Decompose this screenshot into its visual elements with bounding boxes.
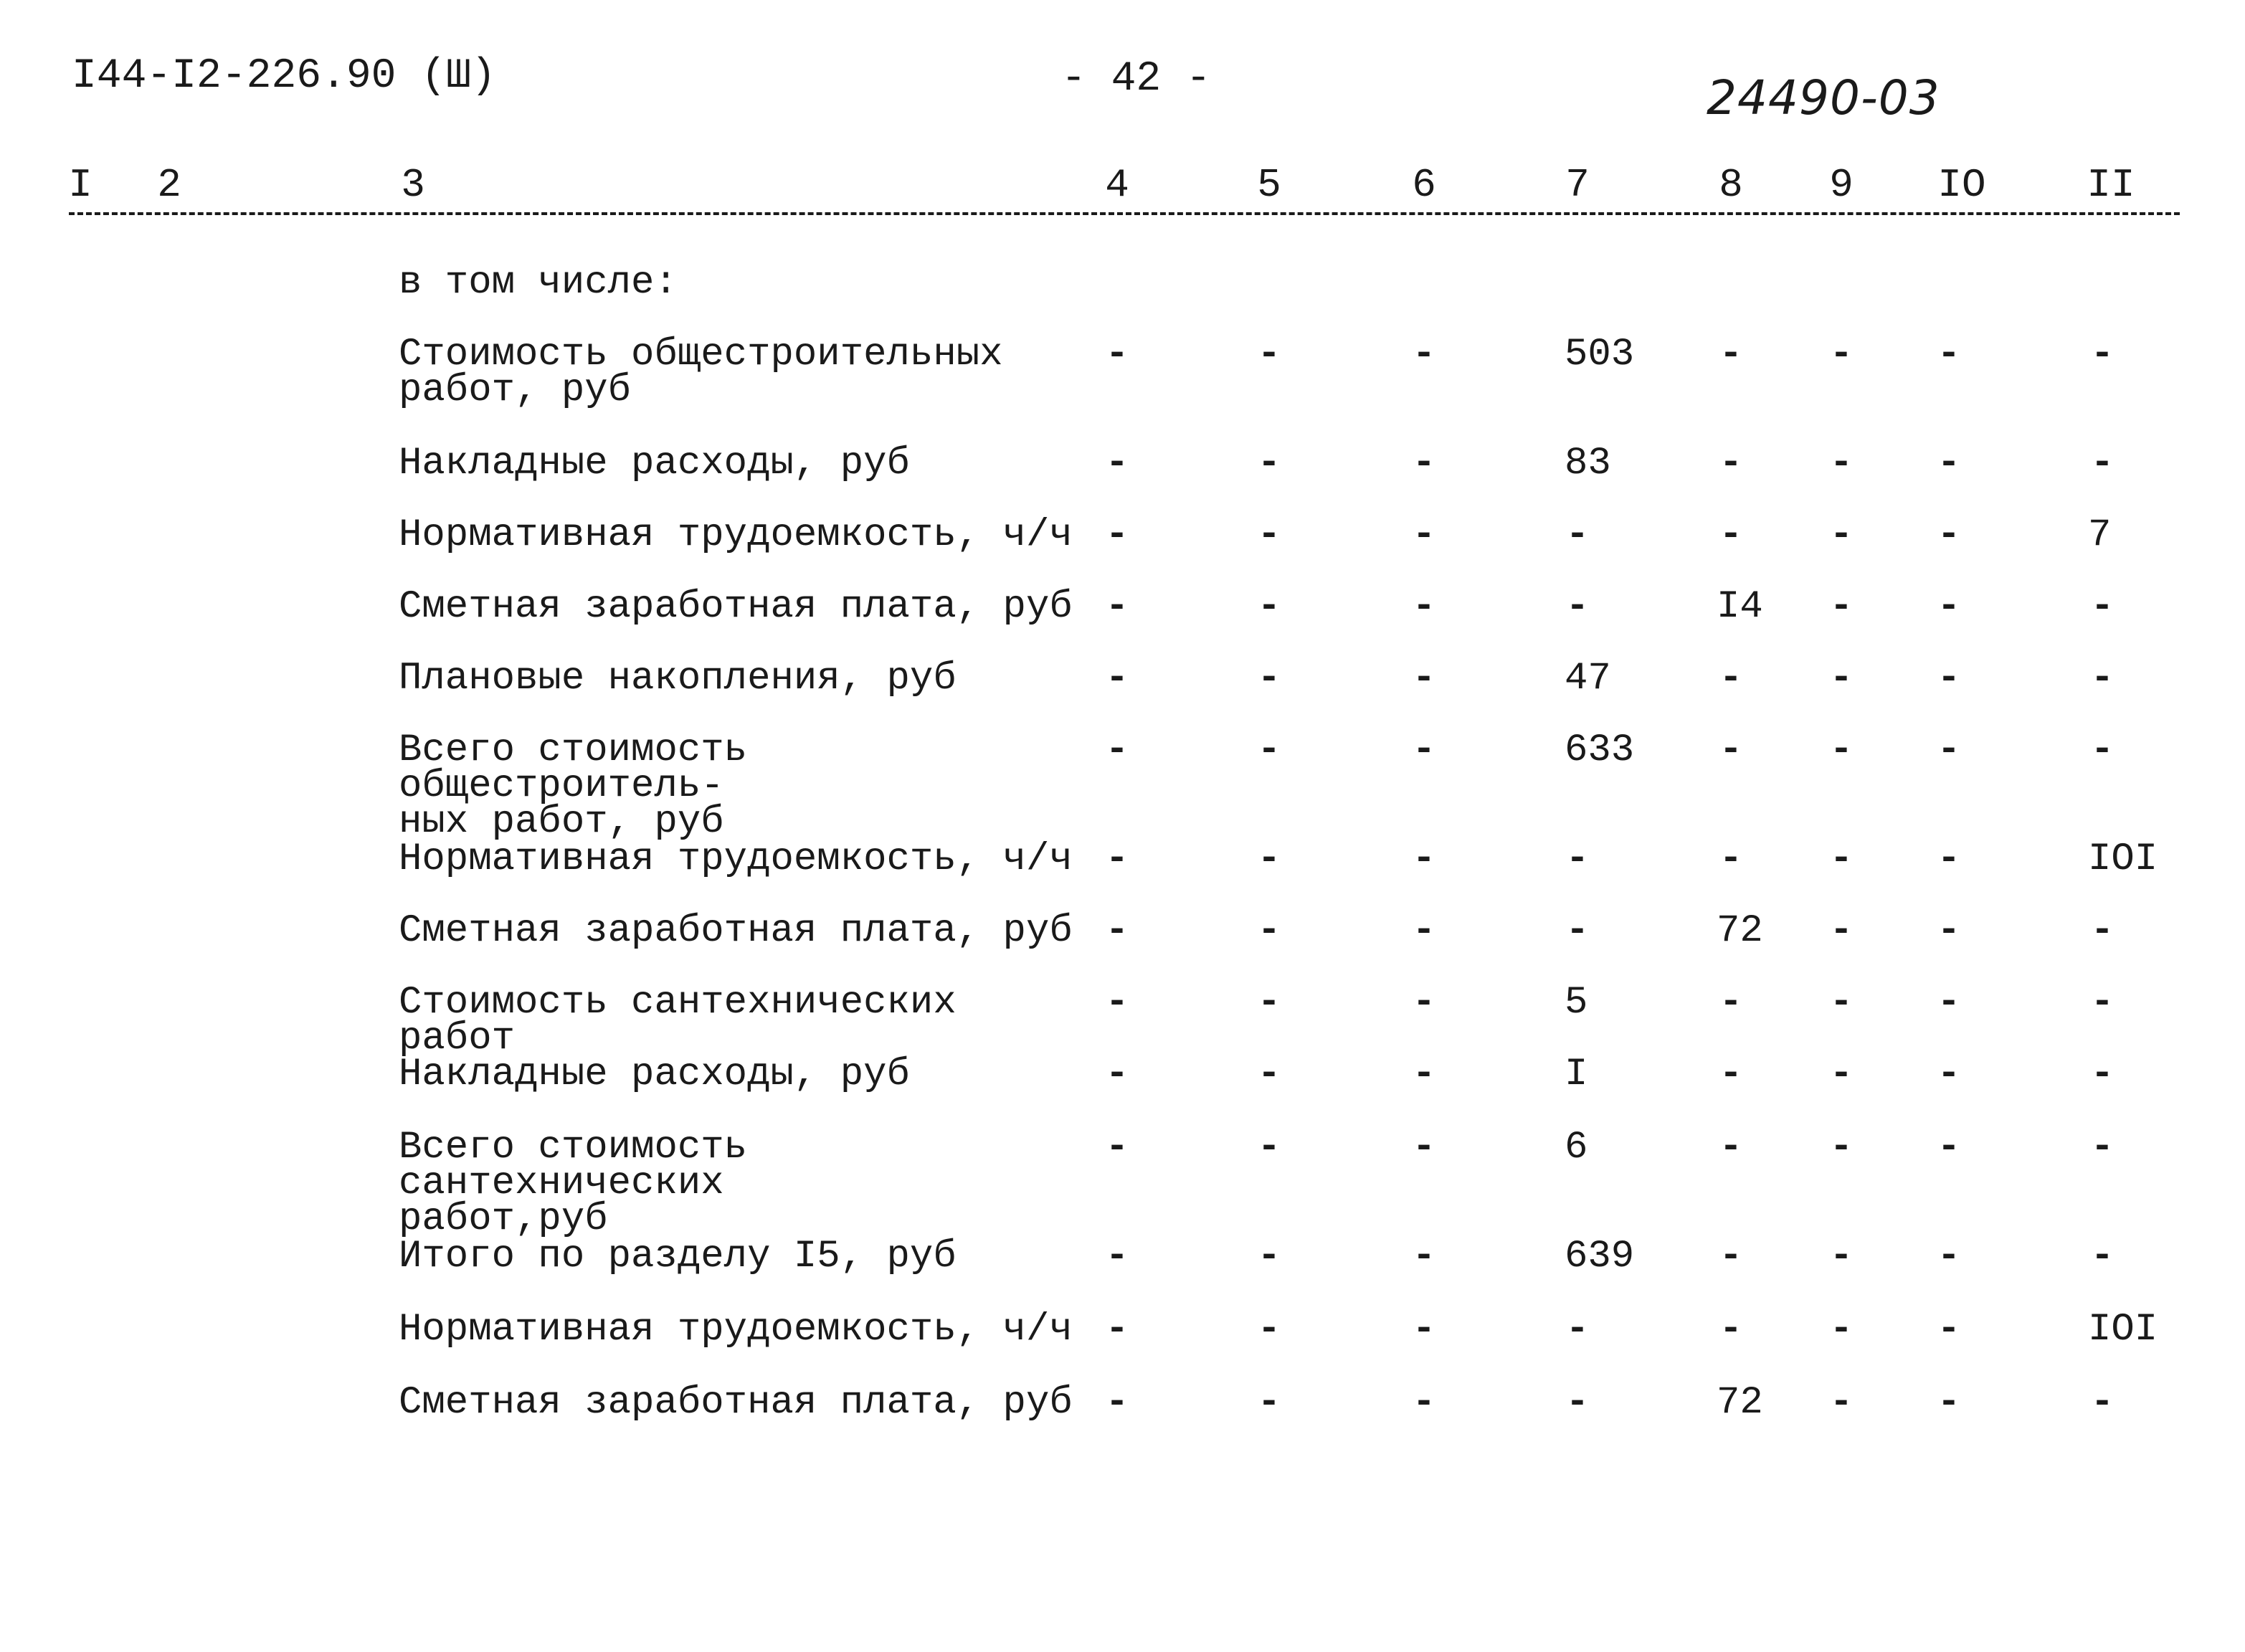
cell-col-10: - [1937, 1126, 1961, 1169]
cell-col-6: - [1412, 442, 1436, 485]
row-label: Стоимость общестроительных работ, руб [399, 333, 1003, 412]
cell-col-5: - [1257, 333, 1281, 376]
cell-col-5: - [1257, 657, 1281, 701]
cell-col-11: IOI [2088, 837, 2158, 881]
cell-col-7: - [1565, 513, 1590, 557]
cell-col-7: 633 [1565, 728, 1635, 772]
cell-col-4: - [1105, 333, 1129, 376]
cell-col-10: - [1937, 1308, 1961, 1352]
column-number-2: 2 [157, 162, 181, 208]
cell-col-4: - [1105, 513, 1129, 557]
cell-col-6: - [1412, 1053, 1436, 1096]
cell-col-5: - [1257, 585, 1281, 629]
cell-col-7: 639 [1565, 1235, 1635, 1278]
cell-col-5: - [1257, 442, 1281, 485]
cell-col-11: - [2090, 585, 2115, 629]
cell-col-7: 83 [1565, 442, 1611, 485]
cell-col-11: - [2090, 333, 2115, 376]
cell-col-7: 47 [1565, 657, 1611, 701]
column-number-7: 7 [1565, 162, 1590, 208]
cell-col-10: - [1937, 909, 1961, 953]
cell-col-4: - [1105, 1126, 1129, 1169]
cell-col-8: 72 [1717, 1381, 1763, 1425]
cell-col-9: - [1829, 1235, 1854, 1278]
cell-col-7: 6 [1565, 1126, 1588, 1169]
cell-col-10: - [1937, 513, 1961, 557]
row-label: Итого по разделу I5, руб [399, 1235, 957, 1278]
cell-col-6: - [1412, 657, 1436, 701]
cell-col-5: - [1257, 513, 1281, 557]
document-code: I44-I2-226.90 (Ш) [72, 53, 496, 100]
cell-col-7: 5 [1565, 981, 1588, 1025]
cell-col-10: - [1937, 1381, 1961, 1425]
row-label: Сметная заработная плата, руб [399, 585, 1073, 629]
cell-col-6: - [1412, 837, 1436, 881]
cell-col-11: - [2090, 1381, 2115, 1425]
row-label: Нормативная трудоемкость, ч/ч [399, 513, 1073, 557]
cell-col-8: 72 [1717, 909, 1763, 953]
cell-col-9: - [1829, 837, 1854, 881]
cell-col-7: I [1565, 1053, 1588, 1096]
cell-col-6: - [1412, 1381, 1436, 1425]
cell-col-5: - [1257, 837, 1281, 881]
cell-col-4: - [1105, 981, 1129, 1025]
cell-col-6: - [1412, 909, 1436, 953]
cell-col-9: - [1829, 909, 1854, 953]
cell-col-11: - [2090, 1235, 2115, 1278]
column-number-1: I [68, 162, 92, 208]
cell-col-10: - [1937, 1053, 1961, 1096]
column-number-4: 4 [1105, 162, 1129, 208]
column-header-rule [69, 212, 2180, 215]
cell-col-11: - [2090, 909, 2115, 953]
cell-col-11: - [2090, 728, 2115, 772]
cell-col-10: - [1937, 837, 1961, 881]
cell-col-8: - [1719, 513, 1743, 557]
cell-col-6: - [1412, 1308, 1436, 1352]
cell-col-6: - [1412, 333, 1436, 376]
cell-col-9: - [1829, 1381, 1854, 1425]
cell-col-10: - [1937, 585, 1961, 629]
cell-col-9: - [1829, 442, 1854, 485]
cell-col-7: 503 [1565, 333, 1635, 376]
cell-col-9: - [1829, 1126, 1854, 1169]
column-number-3: 3 [401, 162, 425, 208]
cell-col-9: - [1829, 333, 1854, 376]
cell-col-9: - [1829, 1308, 1854, 1352]
cell-col-5: - [1257, 1308, 1281, 1352]
cell-col-4: - [1105, 837, 1129, 881]
row-label: Плановые накопления, руб [399, 657, 957, 701]
row-label: Всего стоимость сантехнических работ,руб [399, 1126, 748, 1241]
cell-col-7: - [1565, 1308, 1590, 1352]
cell-col-10: - [1937, 657, 1961, 701]
section-intro: в том числе: [399, 261, 678, 305]
cell-col-5: - [1257, 1235, 1281, 1278]
cell-col-6: - [1412, 728, 1436, 772]
cell-col-6: - [1412, 513, 1436, 557]
cell-col-4: - [1105, 1235, 1129, 1278]
cell-col-9: - [1829, 513, 1854, 557]
cell-col-6: - [1412, 1126, 1436, 1169]
cell-col-6: - [1412, 1235, 1436, 1278]
cell-col-8: - [1719, 657, 1743, 701]
cell-col-7: - [1565, 909, 1590, 953]
cell-col-8: - [1719, 1235, 1743, 1278]
cell-col-4: - [1105, 585, 1129, 629]
column-number-10: IO [1937, 162, 1986, 208]
cell-col-10: - [1937, 981, 1961, 1025]
cell-col-8: I4 [1717, 585, 1763, 629]
cell-col-11: - [2090, 442, 2115, 485]
row-label: Сметная заработная плата, руб [399, 1381, 1073, 1425]
cell-col-7: - [1565, 585, 1590, 629]
cell-col-10: - [1937, 1235, 1961, 1278]
row-label: Всего стоимость общестроитель- ных работ, руб [399, 728, 748, 844]
cell-col-8: - [1719, 333, 1743, 376]
cell-col-11: - [2090, 1053, 2115, 1096]
column-number-9: 9 [1829, 162, 1854, 208]
cell-col-8: - [1719, 728, 1743, 772]
cell-col-11: - [2090, 657, 2115, 701]
cell-col-11: IOI [2088, 1308, 2158, 1352]
row-label: Нормативная трудоемкость, ч/ч [399, 837, 1073, 881]
page-number: - 42 - [1061, 56, 1211, 103]
cell-col-9: - [1829, 981, 1854, 1025]
cell-col-4: - [1105, 1381, 1129, 1425]
column-number-11: II [2087, 162, 2135, 208]
cell-col-10: - [1937, 728, 1961, 772]
cell-col-8: - [1719, 1053, 1743, 1096]
cell-col-6: - [1412, 585, 1436, 629]
cell-col-4: - [1105, 1308, 1129, 1352]
cell-col-7: - [1565, 1381, 1590, 1425]
cell-col-5: - [1257, 1053, 1281, 1096]
column-number-6: 6 [1412, 162, 1436, 208]
cell-col-9: - [1829, 657, 1854, 701]
cell-col-8: - [1719, 837, 1743, 881]
cell-col-4: - [1105, 728, 1129, 772]
cell-col-5: - [1257, 909, 1281, 953]
cell-col-4: - [1105, 1053, 1129, 1096]
cell-col-6: - [1412, 981, 1436, 1025]
cell-col-8: - [1719, 981, 1743, 1025]
cell-col-5: - [1257, 1126, 1281, 1169]
cell-col-5: - [1257, 1381, 1281, 1425]
cell-col-7: - [1565, 837, 1590, 881]
cell-col-5: - [1257, 728, 1281, 772]
column-number-5: 5 [1257, 162, 1281, 208]
cell-col-11: - [2090, 981, 2115, 1025]
cell-col-8: - [1719, 442, 1743, 485]
row-label: Сметная заработная плата, руб [399, 909, 1073, 953]
cell-col-5: - [1257, 981, 1281, 1025]
cell-col-4: - [1105, 909, 1129, 953]
column-number-8: 8 [1719, 162, 1743, 208]
archive-number: 24490-03 [1707, 70, 1940, 125]
row-label: Нормативная трудоемкость, ч/ч [399, 1308, 1073, 1352]
cell-col-8: - [1719, 1126, 1743, 1169]
row-label: Накладные расходы, руб [399, 1053, 910, 1096]
cell-col-10: - [1937, 333, 1961, 376]
cell-col-9: - [1829, 728, 1854, 772]
cell-col-4: - [1105, 442, 1129, 485]
cell-col-8: - [1719, 1308, 1743, 1352]
row-label: Накладные расходы, руб [399, 442, 910, 485]
cell-col-11: - [2090, 1126, 2115, 1169]
cell-col-4: - [1105, 657, 1129, 701]
cell-col-9: - [1829, 585, 1854, 629]
row-label: Стоимость сантехнических работ [399, 981, 980, 1060]
cell-col-9: - [1829, 1053, 1854, 1096]
cell-col-11: 7 [2088, 513, 2112, 557]
cell-col-10: - [1937, 442, 1961, 485]
